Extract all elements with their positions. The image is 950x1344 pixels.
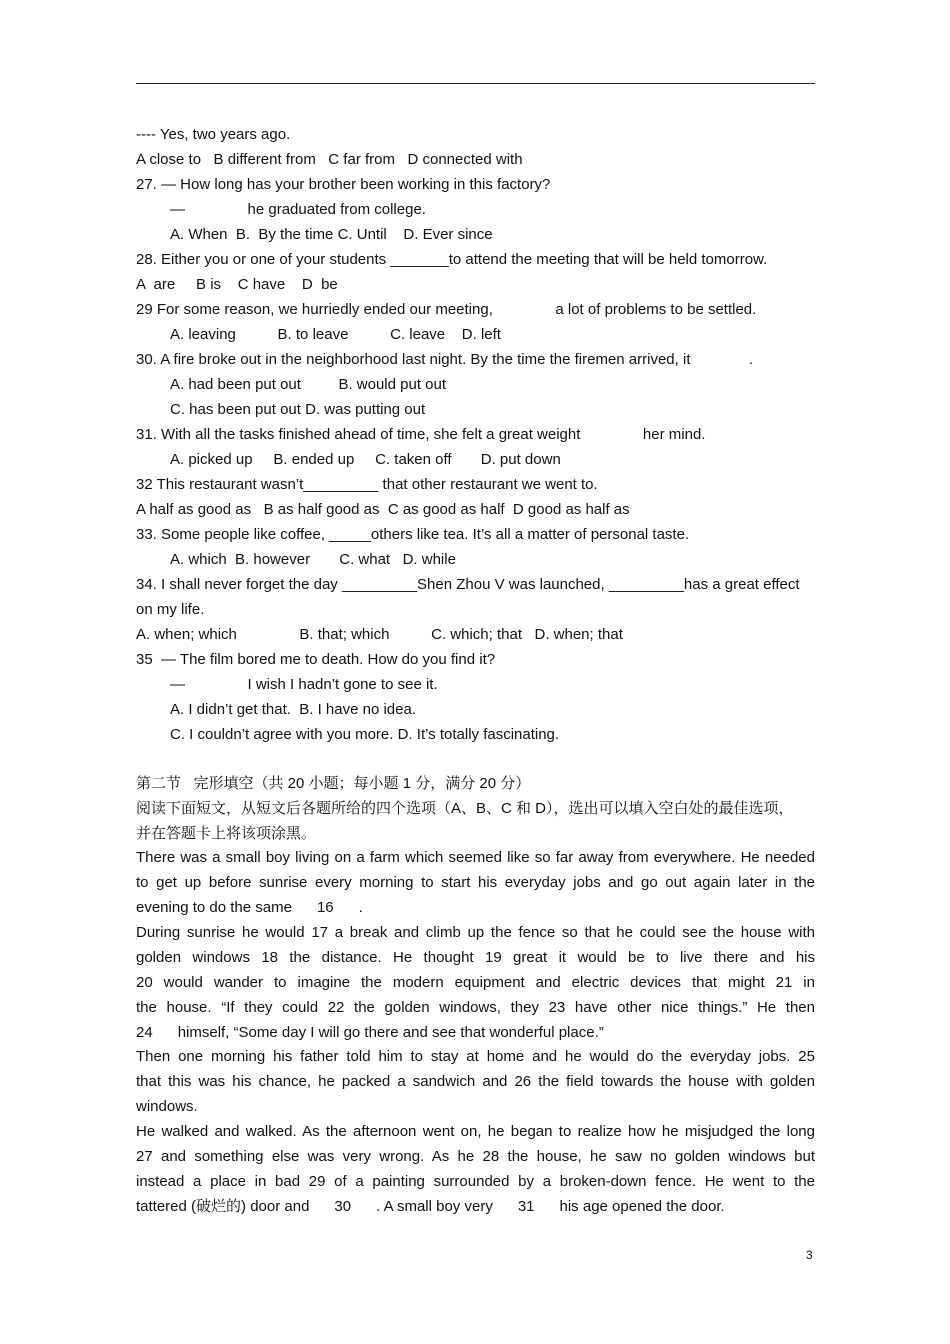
question-34-cont: on my life. [136, 601, 205, 618]
question-33: 33. Some people like coffee, _____others like tea. It’s all a matter of personal taste. [136, 526, 690, 543]
passage-line: There was a small boy living on a farm which seemed like so far away from everywhere. He needed [136, 849, 815, 866]
question-35-options-2: C. I couldn’t agree with you more. D. It’s totally fascinating. [170, 726, 560, 743]
passage-line: tattered (破烂的) door and 30 . A small boy very 31 his age opened the door. [136, 1198, 725, 1215]
question-28-options: A are B is C have D be [136, 276, 338, 293]
header-rule [136, 83, 815, 84]
page-number: 3 [806, 1248, 813, 1262]
passage-line: instead a place in bad 29 of a painting surrounded by a broken-down fence. He went to the [136, 1173, 815, 1190]
options-line: A close to B different from C far from D connected with [136, 151, 523, 168]
question-35: 35 — The film bored me to death. How do you find it? [136, 651, 496, 668]
passage-line: windows. [136, 1098, 198, 1115]
passage-line: He walked and walked. As the afternoon went on, he began to realize how he misjudged the long [136, 1123, 815, 1140]
question-32-options: A half as good as B as half good as C as good as half D good as half as [136, 501, 630, 518]
question-33-options: A. which B. however C. what D. while [170, 551, 456, 568]
passage-line: that this was his chance, he packed a sandwich and 26 the field towards the house with golden [136, 1073, 815, 1090]
question-35-options-1: A. I didn’t get that. B. I have no idea. [170, 701, 416, 718]
passage-line: golden windows 18 the distance. He thought 19 great it would be to live there and his [136, 949, 815, 966]
question-27: 27. — How long has your brother been working in this factory? [136, 176, 551, 193]
passage-line: evening to do the same 16 . [136, 899, 363, 916]
question-27-reply: — he graduated from college. [170, 201, 426, 218]
question-32: 32 This restaurant wasn’t_________ that other restaurant we went to. [136, 476, 598, 493]
question-27-options: A. When B. By the time C. Until D. Ever since [170, 226, 493, 243]
passage-line: Then one morning his father told him to stay at home and he would do the everyday jobs. 25 [136, 1048, 815, 1065]
question-28: 28. Either you or one of your students _______to attend the meeting that will be held tomorrow. [136, 251, 768, 268]
question-35-reply: — I wish I hadn’t gone to see it. [170, 676, 438, 693]
passage-line: 20 would wander to imagine the modern equipment and electric devices that might 21 in [136, 974, 815, 991]
section-instructions-1: 阅读下面短文，从短文后各题所给的四个选项（A、B、C 和 D），选出可以填入空白处的最佳选项， [136, 800, 794, 817]
question-34: 34. I shall never forget the day _________Shen Zhou V was launched, _________has a great effect [136, 576, 800, 593]
question-30: 30. A fire broke out in the neighborhood last night. By the time the firemen arrived, it . [136, 351, 753, 368]
question-31: 31. With all the tasks finished ahead of time, she felt a great weight her mind. [136, 426, 706, 443]
passage-line: the house. “If they could 22 the golden windows, they 23 have other nice things.” He then [136, 999, 815, 1016]
question-30-options-2: C. has been put out D. was putting out [170, 401, 426, 418]
passage-line: 27 and something else was very wrong. As he 28 the house, he saw no golden windows but [136, 1148, 815, 1165]
section-heading: 第二节 完形填空（共 20 小题；每小题 1 分，满分 20 分） [136, 775, 531, 792]
passage-line: During sunrise he would 17 a break and climb up the fence so that he could see the house with [136, 924, 815, 941]
passage-line: 24 himself, “Some day I will go there and see that wonderful place.” [136, 1024, 604, 1041]
question-31-options: A. picked up B. ended up C. taken off D. put down [170, 451, 561, 468]
question-29-options: A. leaving B. to leave C. leave D. left [170, 326, 501, 343]
passage-line: to get up before sunrise every morning to start his everyday jobs and go out again later in the [136, 874, 815, 891]
section-instructions-2: 并在答题卡上将该项涂黑。 [136, 825, 317, 842]
question-30-options-1: A. had been put out B. would put out [170, 376, 447, 393]
question-34-options: A. when; which B. that; which C. which; that D. when; that [136, 626, 623, 643]
answer-line: ---- Yes, two years ago. [136, 126, 291, 143]
question-29: 29 For some reason, we hurriedly ended our meeting, a lot of problems to be settled. [136, 301, 757, 318]
